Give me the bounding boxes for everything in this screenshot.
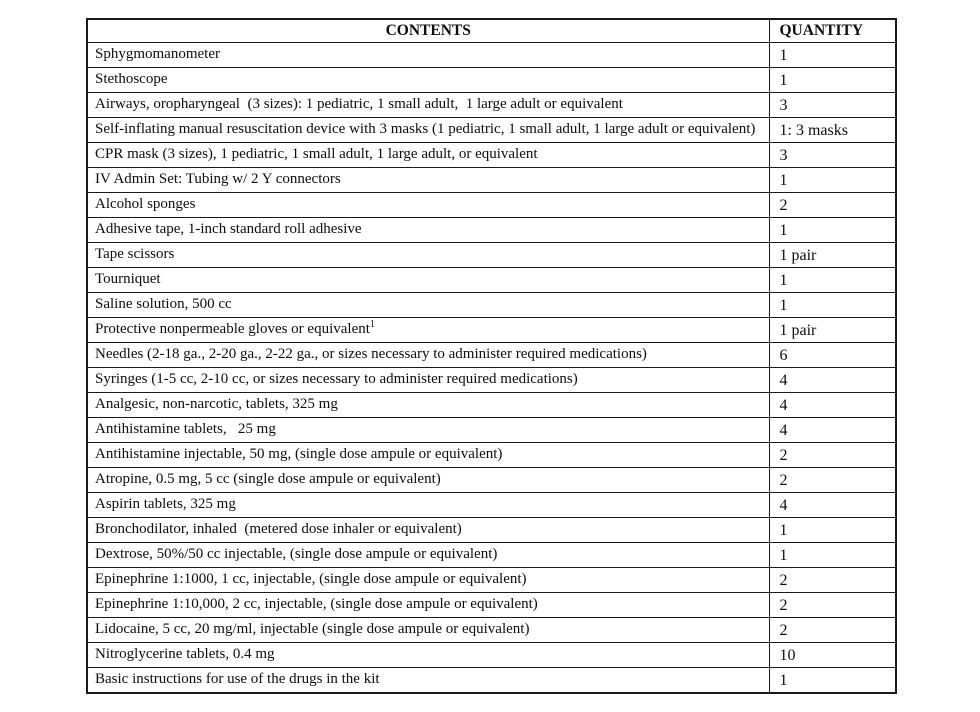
quantity-cell: 1	[769, 543, 896, 568]
quantity-cell: 4	[769, 493, 896, 518]
quantity-cell: 6	[769, 343, 896, 368]
contents-cell: CPR mask (3 sizes), 1 pediatric, 1 small adult, 1 large adult, or equivalent	[87, 143, 769, 168]
quantity-cell: 2	[769, 443, 896, 468]
table-row	[87, 393, 896, 418]
table-row	[87, 368, 896, 393]
contents-cell: Epinephrine 1:10,000, 2 cc, injectable, (single dose ampule or equivalent)	[87, 593, 769, 618]
contents-cell: Syringes (1-5 cc, 2-10 cc, or sizes necessary to administer required medications)	[87, 368, 769, 393]
contents-cell: Dextrose, 50%/50 cc injectable, (single dose ampule or equivalent)	[87, 543, 769, 568]
quantity-cell: 3	[769, 93, 896, 118]
contents-cell: Antihistamine injectable, 50 mg, (single dose ampule or equivalent)	[87, 443, 769, 468]
contents-cell: Tourniquet	[87, 268, 769, 293]
table-row	[87, 168, 896, 193]
contents-cell: Epinephrine 1:1000, 1 cc, injectable, (single dose ampule or equivalent)	[87, 568, 769, 593]
quantity-cell: 1	[769, 218, 896, 243]
quantity-cell: 1: 3 masks	[769, 118, 896, 143]
contents-cell: Needles (2-18 ga., 2-20 ga., 2-22 ga., or sizes necessary to administer required medications)	[87, 343, 769, 368]
table-row	[87, 543, 896, 568]
table-row	[87, 668, 896, 694]
table-row	[87, 418, 896, 443]
quantity-cell: 1 pair	[769, 243, 896, 268]
table-row	[87, 43, 896, 68]
table-row	[87, 243, 896, 268]
contents-cell: IV Admin Set: Tubing w/ 2 Y connectors	[87, 168, 769, 193]
table-row	[87, 643, 896, 668]
table-row	[87, 218, 896, 243]
quantity-cell: 1	[769, 293, 896, 318]
table-row	[87, 143, 896, 168]
contents-cell: Bronchodilator, inhaled (metered dose inhaler or equivalent)	[87, 518, 769, 543]
quantity-cell: 10	[769, 643, 896, 668]
quantity-cell: 2	[769, 193, 896, 218]
quantity-cell: 2	[769, 568, 896, 593]
table-row	[87, 343, 896, 368]
quantity-cell: 2	[769, 468, 896, 493]
table-row	[87, 93, 896, 118]
table-row	[87, 593, 896, 618]
quantity-cell: 1	[769, 668, 896, 694]
contents-cell: Adhesive tape, 1-inch standard roll adhesive	[87, 218, 769, 243]
table-row	[87, 443, 896, 468]
quantity-cell: 2	[769, 593, 896, 618]
quantity-cell: 4	[769, 368, 896, 393]
contents-cell: Analgesic, non-narcotic, tablets, 325 mg	[87, 393, 769, 418]
contents-cell: Alcohol sponges	[87, 193, 769, 218]
contents-cell: Stethoscope	[87, 68, 769, 93]
contents-cell: Nitroglycerine tablets, 0.4 mg	[87, 643, 769, 668]
quantity-cell: 1	[769, 268, 896, 293]
quantity-cell: 1	[769, 43, 896, 68]
quantity-cell: 1	[769, 168, 896, 193]
quantity-cell: 1	[769, 518, 896, 543]
quantity-cell: 4	[769, 418, 896, 443]
quantity-cell: 3	[769, 143, 896, 168]
quantity-cell: 2	[769, 618, 896, 643]
contents-cell: Airways, oropharyngeal (3 sizes): 1 pediatric, 1 small adult, 1 large adult or equivalent	[87, 93, 769, 118]
column-header-quantity: QUANTITY	[769, 19, 896, 43]
contents-cell: Aspirin tablets, 325 mg	[87, 493, 769, 518]
table-row	[87, 518, 896, 543]
contents-cell: Self-inflating manual resuscitation device with 3 masks (1 pediatric, 1 small adult, 1 large adult or equivalent)	[87, 118, 769, 143]
contents-cell: Protective nonpermeable gloves or equivalent$^1$	[87, 318, 769, 343]
footnote-marker: 1	[369, 319, 375, 330]
table-row	[87, 468, 896, 493]
contents-cell: Lidocaine, 5 cc, 20 mg/ml, injectable (single dose ampule or equivalent)	[87, 618, 769, 643]
contents-cell: Sphygmomanometer	[87, 43, 769, 68]
table-row	[87, 618, 896, 643]
quantity-cell: 4	[769, 393, 896, 418]
table-row	[87, 293, 896, 318]
contents-cell: Tape scissors	[87, 243, 769, 268]
quantity-cell: 1 pair	[769, 318, 896, 343]
table-row	[87, 568, 896, 593]
medical-kit-contents-table	[86, 18, 897, 694]
contents-cell: Saline solution, 500 cc	[87, 293, 769, 318]
table-row	[87, 193, 896, 218]
table-row	[87, 493, 896, 518]
contents-cell: Basic instructions for use of the drugs in the kit	[87, 668, 769, 694]
contents-cell: Antihistamine tablets, 25 mg	[87, 418, 769, 443]
table-row	[87, 318, 896, 343]
header-row	[87, 19, 896, 43]
quantity-cell: 1	[769, 68, 896, 93]
column-header-contents: CONTENTS	[87, 19, 769, 43]
contents-cell: Atropine, 0.5 mg, 5 cc (single dose ampule or equivalent)	[87, 468, 769, 493]
table-row	[87, 268, 896, 293]
table-row	[87, 118, 896, 143]
table-row	[87, 68, 896, 93]
